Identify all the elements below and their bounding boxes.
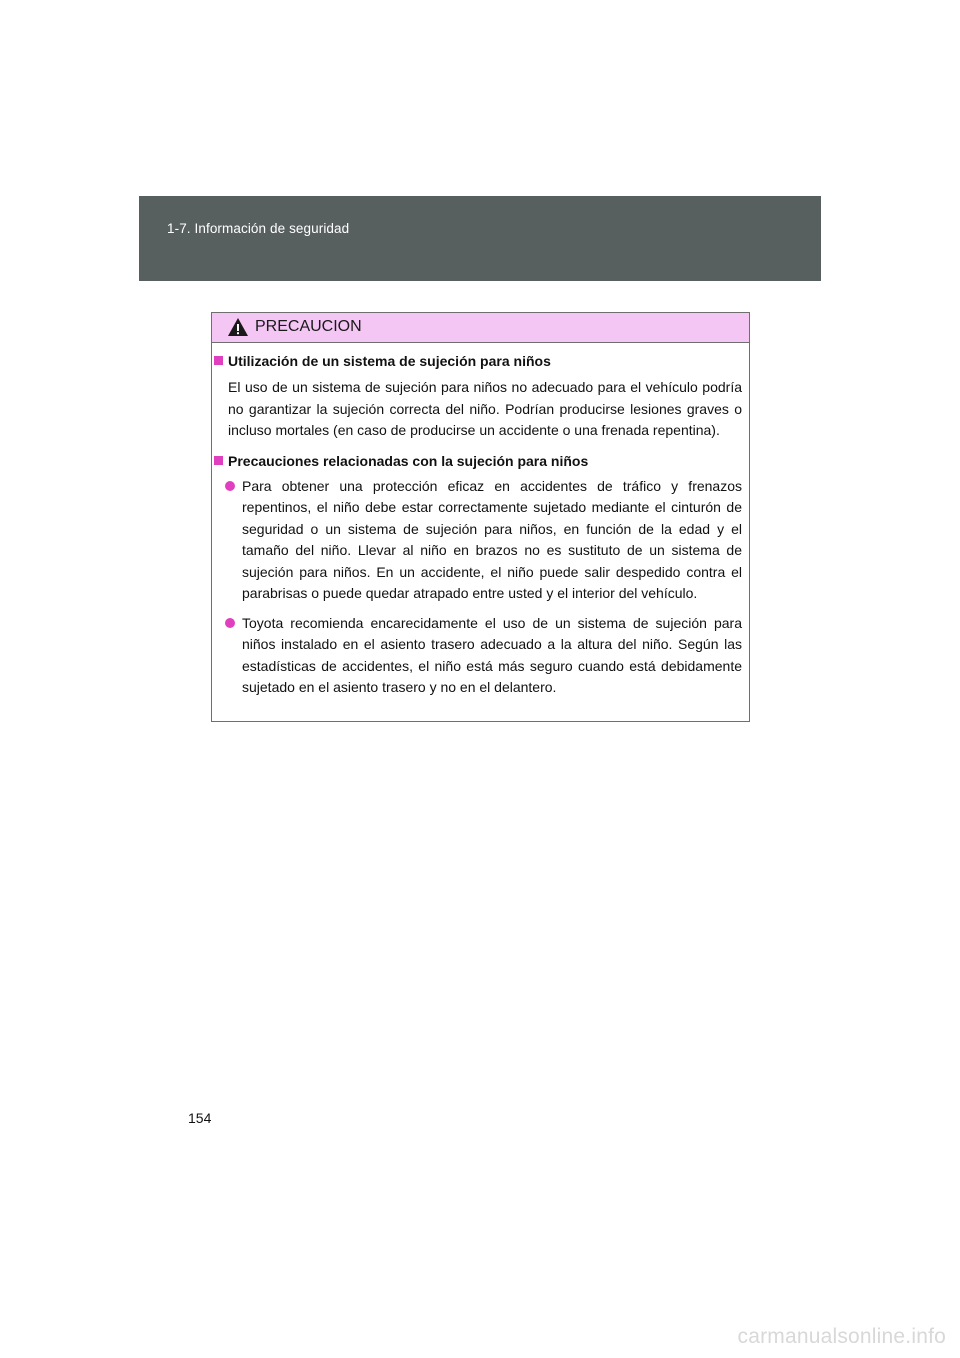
- caution-box: [211, 312, 750, 722]
- section-header-band: [139, 196, 821, 281]
- list-item: [242, 613, 742, 699]
- page-number: 154: [188, 1110, 212, 1126]
- watermark: carmanualsonline.info: [737, 1325, 946, 1348]
- section-title: 1-7. Información de seguridad: [167, 221, 350, 236]
- caution-content: [212, 351, 749, 707]
- list-item-text: Toyota recomienda encarecidamente el uso de un sistema de sujeción para niños instalado en el asiento trasero adecuado a la altura del niño. Según las estadísticas de accidentes, el niño está más seguro cuando está debidamente sujetado en el asiento trasero y no en el delantero.: [242, 614, 742, 695]
- section-heading-text: Precauciones relacionadas con la sujeción para niños: [228, 452, 589, 469]
- caution-header: [212, 313, 749, 343]
- list-item: [242, 476, 742, 605]
- section-heading: [212, 451, 749, 471]
- round-bullet-icon: [225, 481, 235, 491]
- section-paragraph: El uso de un sistema de sujeción para niños no adecuado para el vehículo podría no garantizar la sujeción correcta del niño. Podrían producirse lesiones graves o incluso mortales (en caso de producirse un accidente o una frenada repentina).: [228, 379, 742, 438]
- round-bullet-icon: [225, 618, 235, 628]
- warning-triangle-icon: [227, 317, 249, 337]
- list-item-text: Para obtener una protección eficaz en accidentes de tráfico y frenazos repentinos, el niño debe estar correctamente sujetado mediante el cinturón de seguridad o un sistema de sujeción para niños, en función de la edad y el tamaño del niño. Llevar al niño en brazos no es sustituto de un sistema de sujeción para niños. En un accidente, el niño puede salir despedido contra el parabrisas o puede quedar atrapado entre usted y el interior del vehículo.: [242, 477, 742, 601]
- section-heading-text: Utilización de un sistema de sujeción para niños: [228, 353, 551, 369]
- square-bullet-icon: [214, 456, 223, 465]
- square-bullet-icon: [214, 356, 223, 365]
- section-heading: [212, 351, 749, 371]
- caution-title: PRECAUCION: [255, 318, 362, 335]
